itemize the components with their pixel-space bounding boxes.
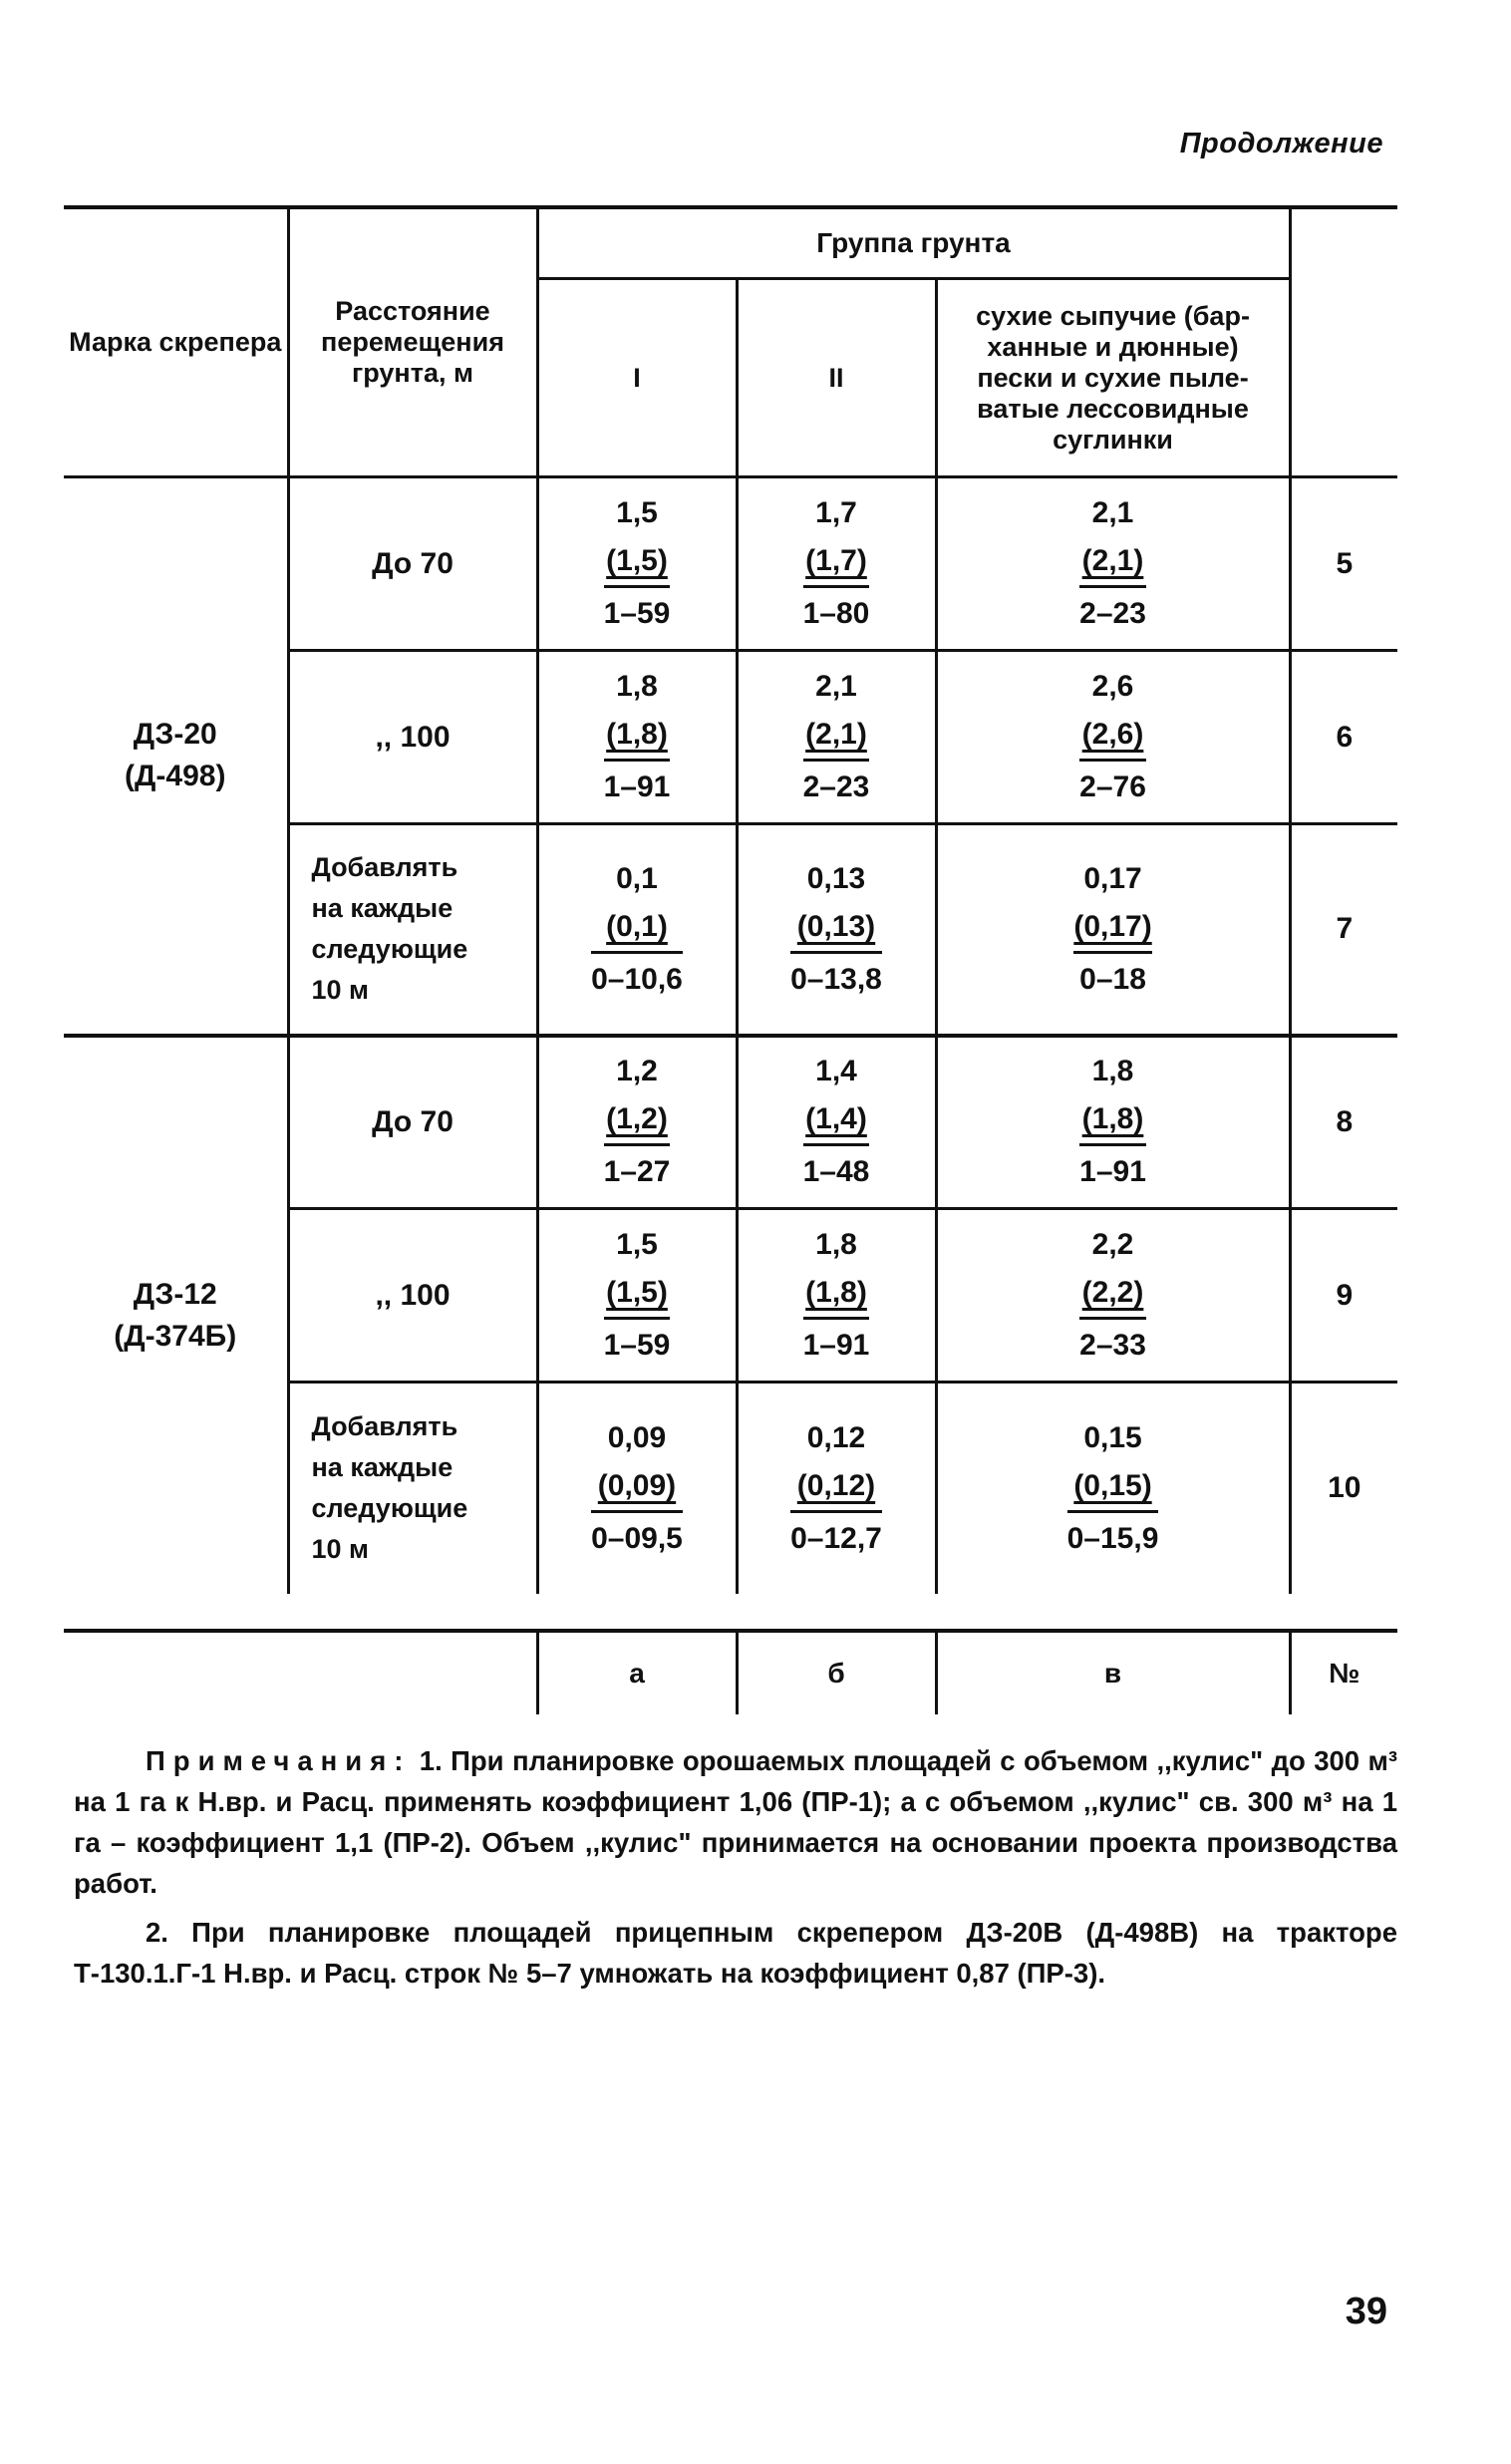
mark-cell bbox=[64, 477, 288, 1036]
distance-cell: До 70 bbox=[288, 477, 537, 651]
norm-paren: (0,13) bbox=[796, 909, 876, 943]
column-index-a: а bbox=[537, 1631, 737, 1714]
value-cell bbox=[537, 651, 737, 824]
rate-value: 0–09,5 bbox=[591, 1510, 683, 1563]
rate-value: 0–15,9 bbox=[1067, 1510, 1159, 1563]
value-cell bbox=[537, 824, 737, 1036]
rate-value: 2–76 bbox=[1079, 759, 1146, 811]
rate-value: 2–23 bbox=[803, 759, 870, 811]
mark-name: ДЗ-20 bbox=[133, 718, 217, 752]
norm-value: 1,5 bbox=[616, 496, 658, 529]
add-text-line: Добавлять bbox=[311, 852, 458, 883]
value-cell bbox=[936, 824, 1290, 1036]
mark-code: (Д-498) bbox=[125, 760, 226, 793]
distance-cell bbox=[288, 1383, 537, 1594]
value-cell bbox=[537, 1209, 737, 1383]
rate-value: 0–18 bbox=[1073, 951, 1151, 1004]
header-mark: Марка скрепера bbox=[64, 207, 288, 477]
norm-value: 0,09 bbox=[607, 1420, 667, 1454]
table-row bbox=[64, 477, 1397, 651]
notes bbox=[74, 1740, 1397, 1994]
value-cell bbox=[737, 1036, 936, 1209]
add-text-line: на каждые bbox=[311, 1452, 453, 1483]
column-index-b: б bbox=[737, 1631, 936, 1714]
header-group-1: I bbox=[537, 279, 737, 477]
norm-paren: (2,1) bbox=[805, 718, 867, 751]
value-cell bbox=[936, 1036, 1290, 1209]
value-cell bbox=[936, 1209, 1290, 1383]
norm-value: 1,4 bbox=[815, 1055, 857, 1088]
norm-paren: (1,8) bbox=[805, 1276, 867, 1309]
rate-value: 2–33 bbox=[1079, 1317, 1146, 1370]
distance-cell: ,, 100 bbox=[288, 651, 537, 824]
continuation-label: Продолжение bbox=[1179, 128, 1383, 159]
note-1 bbox=[74, 1740, 1397, 1904]
norm-paren: (1,4) bbox=[805, 1102, 867, 1136]
norm-value: 0,12 bbox=[806, 1420, 866, 1454]
mark-cell bbox=[64, 1036, 288, 1594]
add-text-line: 10 м bbox=[311, 975, 370, 1006]
note-2: 2. При планировке площадей прицепным скрепером ДЗ-20В (Д-498В) на тракторе Т-130.1.Г-1 Н.вр. и Расц. строк № 5–7 умножать на коэффициент 0,87 (ПР-3). bbox=[74, 1917, 1397, 1989]
value-cell bbox=[936, 651, 1290, 824]
add-text-line: следующие bbox=[311, 1493, 468, 1524]
rate-value: 0–13,8 bbox=[790, 951, 882, 1004]
header-soil-group: Группа грунта bbox=[537, 207, 1290, 279]
norm-value: 2,1 bbox=[815, 670, 857, 703]
row-number: 7 bbox=[1290, 824, 1397, 1036]
value-cell bbox=[936, 477, 1290, 651]
norm-paren: (1,7) bbox=[805, 544, 867, 577]
index-blank bbox=[64, 1631, 288, 1714]
add-text-line: на каждые bbox=[311, 893, 453, 924]
column-index-no: № bbox=[1290, 1631, 1397, 1714]
rate-value: 1–59 bbox=[604, 1317, 671, 1370]
rate-value: 1–91 bbox=[604, 759, 671, 811]
norm-paren: (2,2) bbox=[1081, 1276, 1144, 1309]
norm-value: 0,1 bbox=[616, 861, 658, 895]
norms-table bbox=[64, 205, 1397, 1594]
column-index-v: в bbox=[936, 1631, 1290, 1714]
rate-value: 2–23 bbox=[1079, 585, 1146, 638]
norm-paren: (1,8) bbox=[606, 718, 668, 751]
value-cell bbox=[936, 1383, 1290, 1594]
norm-value: 1,8 bbox=[815, 1228, 857, 1261]
norm-value: 1,5 bbox=[616, 1228, 658, 1261]
norm-value: 1,8 bbox=[1091, 1055, 1134, 1088]
norm-paren: (1,8) bbox=[1081, 1102, 1144, 1136]
norm-paren: (0,09) bbox=[597, 1468, 677, 1502]
norm-value: 2,6 bbox=[1091, 670, 1134, 703]
value-cell bbox=[537, 1036, 737, 1209]
norm-paren: (1,5) bbox=[606, 544, 668, 577]
norm-paren: (1,2) bbox=[606, 1102, 668, 1136]
index-blank bbox=[288, 1631, 537, 1714]
distance-cell bbox=[288, 824, 537, 1036]
value-cell bbox=[737, 477, 936, 651]
norm-paren: (2,6) bbox=[1081, 718, 1144, 751]
norm-value: 1,2 bbox=[616, 1055, 658, 1088]
column-index-row bbox=[64, 1629, 1397, 1714]
norm-value: 1,8 bbox=[616, 670, 658, 703]
row-number: 6 bbox=[1290, 651, 1397, 824]
rate-value: 1–91 bbox=[1079, 1143, 1146, 1196]
header-distance: Расстояние перемещения грунта, м bbox=[288, 207, 537, 477]
mark-name: ДЗ-12 bbox=[133, 1277, 217, 1311]
rate-value: 1–80 bbox=[803, 585, 870, 638]
page-number: 39 bbox=[1345, 2291, 1387, 2332]
rate-value: 1–59 bbox=[604, 585, 671, 638]
notes-label: Примечания: bbox=[146, 1745, 412, 1776]
add-text-line: 10 м bbox=[311, 1534, 370, 1565]
norm-value: 2,1 bbox=[1091, 496, 1134, 529]
rate-value: 0–12,7 bbox=[790, 1510, 882, 1563]
norm-paren: (0,17) bbox=[1073, 909, 1152, 943]
rate-value: 1–91 bbox=[803, 1317, 870, 1370]
norm-paren: (0,15) bbox=[1073, 1468, 1152, 1502]
row-number: 9 bbox=[1290, 1209, 1397, 1383]
header-group-2: II bbox=[737, 279, 936, 477]
value-cell bbox=[737, 824, 936, 1036]
add-text-line: следующие bbox=[311, 934, 468, 965]
distance-cell: ,, 100 bbox=[288, 1209, 537, 1383]
norm-paren: (0,1) bbox=[606, 909, 668, 943]
distance-cell: До 70 bbox=[288, 1036, 537, 1209]
norm-value: 1,7 bbox=[815, 496, 857, 529]
rate-value: 1–27 bbox=[604, 1143, 671, 1196]
note-1-text: 1. При планировке орошаемых площадей с объемом ,,кулис" до 300 м³ на 1 га к Н.вр. и Расц. применять коэффициент 1,06 (ПР-1); а с объемом ,,кулис" св. 300 м³ на 1 га – коэффициент 1,1 (ПР-2). Объем ,,кулис" принимается на основании проекта производства работ. bbox=[74, 1745, 1397, 1899]
norm-value: 0,17 bbox=[1083, 861, 1142, 895]
row-number: 5 bbox=[1290, 477, 1397, 651]
norm-paren: (0,12) bbox=[796, 1468, 876, 1502]
header-group-sand: сухие сыпучие (барханные и дюнные) пески и сухие пылеватые лессовидные суглинки bbox=[936, 279, 1290, 477]
norm-paren: (2,1) bbox=[1081, 544, 1144, 577]
rate-value: 0–10,6 bbox=[591, 951, 683, 1004]
value-cell bbox=[737, 1383, 936, 1594]
row-number: 10 bbox=[1290, 1383, 1397, 1594]
table-row bbox=[64, 1036, 1397, 1209]
norm-value: 0,15 bbox=[1083, 1420, 1142, 1454]
norm-value: 2,2 bbox=[1091, 1228, 1134, 1261]
row-number: 8 bbox=[1290, 1036, 1397, 1209]
norm-paren: (1,5) bbox=[606, 1276, 668, 1309]
norm-value: 0,13 bbox=[806, 861, 866, 895]
mark-code: (Д-374Б) bbox=[114, 1319, 237, 1353]
value-cell bbox=[737, 1209, 936, 1383]
header-num-blank bbox=[1290, 207, 1397, 477]
add-text-line: Добавлять bbox=[311, 1411, 458, 1442]
value-cell bbox=[737, 651, 936, 824]
value-cell bbox=[537, 1383, 737, 1594]
rate-value: 1–48 bbox=[803, 1143, 870, 1196]
value-cell bbox=[537, 477, 737, 651]
